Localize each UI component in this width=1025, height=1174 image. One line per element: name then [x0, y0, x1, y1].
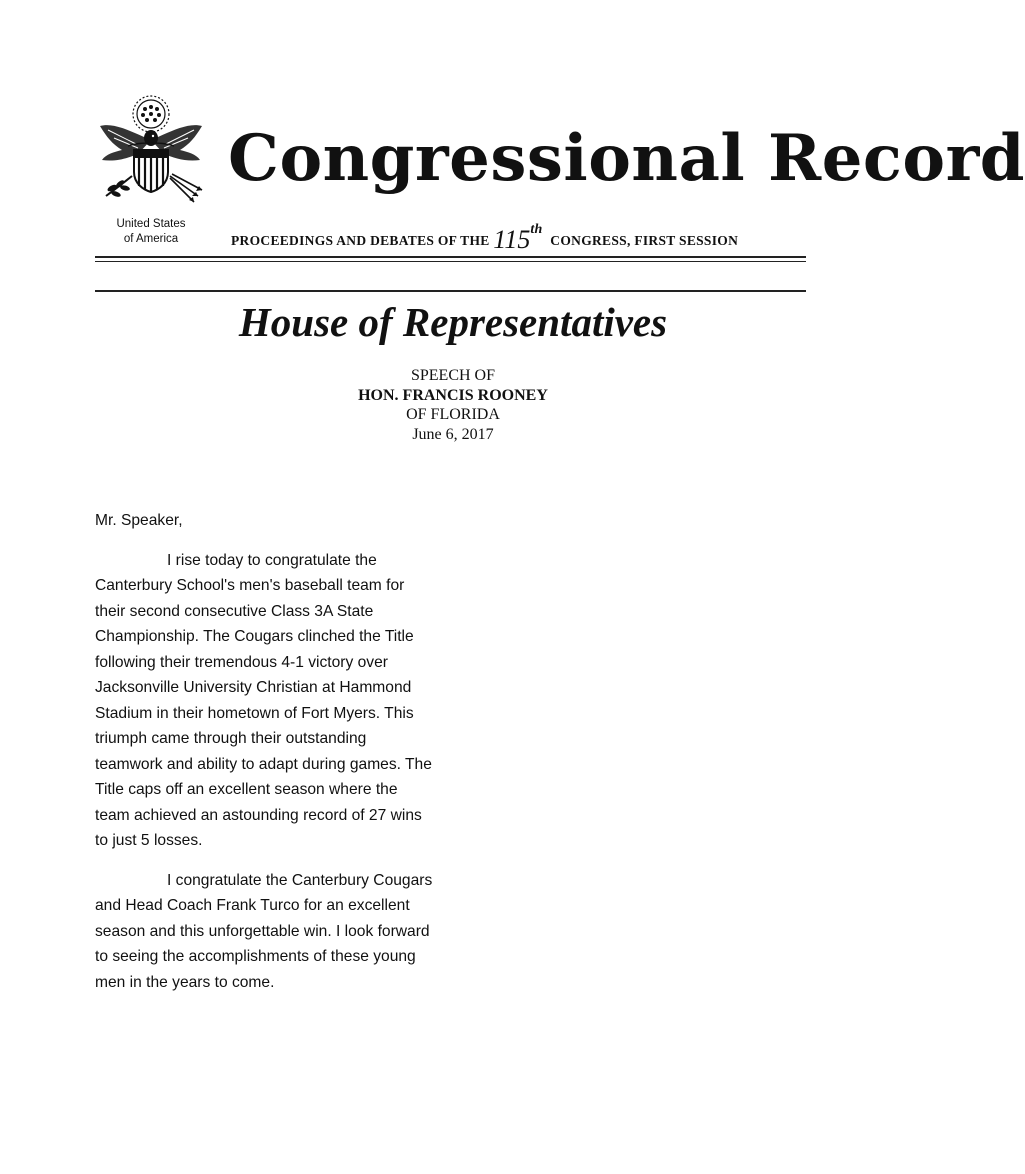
congress-number-suffix: th: [530, 222, 543, 237]
congress-number: 115: [493, 225, 531, 254]
publication-subtitle: [231, 217, 811, 254]
seal-caption-line-2: of America: [123, 233, 179, 245]
chamber-heading: House of Representatives: [238, 299, 668, 345]
seal-caption-line-1: United States: [116, 218, 186, 230]
body-paragraph-2: I congratulate the Canterbury Cougars and Head Coach Frank Turco for an excellent season and this unforgettable win. I look forward to seeing the accomplishments of these young men in the years to come.: [95, 871, 433, 991]
speech-label: SPEECH OF: [410, 367, 496, 384]
salutation: Mr. Speaker,: [95, 512, 183, 529]
subtitle-suffix: CONGRESS, FIRST SESSION: [550, 233, 739, 248]
speech-header: [0, 366, 906, 444]
seal-caption: [92, 217, 210, 247]
body-paragraph-1: I rise today to congratulate the Canterbury School's men's baseball team for their second consecutive Class 3A State Championship. The Cougars clinched the Title following their tremendous 4-1 victory over Jacksonville University Christian at Hammond Stadium in their hometown of Fort Myers. This triumph came through their outstanding teamwork and ability to adapt during games. The Title caps off an excellent season where the team achieved an astounding record of 27 wins to just 5 losses.: [95, 551, 432, 849]
great-seal-icon: [92, 92, 210, 212]
masthead-divider-top: [95, 256, 806, 258]
speaker-state: OF FLORIDA: [406, 406, 500, 423]
publication-title: Congressional Record: [228, 121, 1025, 196]
speech-body: [95, 508, 435, 1009]
masthead: [0, 0, 1025, 270]
subtitle-prefix: PROCEEDINGS AND DEBATES OF THE: [231, 233, 490, 248]
speech-date: June 6, 2017: [412, 425, 494, 443]
speaker-name: HON. FRANCIS ROONEY: [358, 386, 548, 404]
masthead-divider-bottom: [95, 261, 806, 262]
